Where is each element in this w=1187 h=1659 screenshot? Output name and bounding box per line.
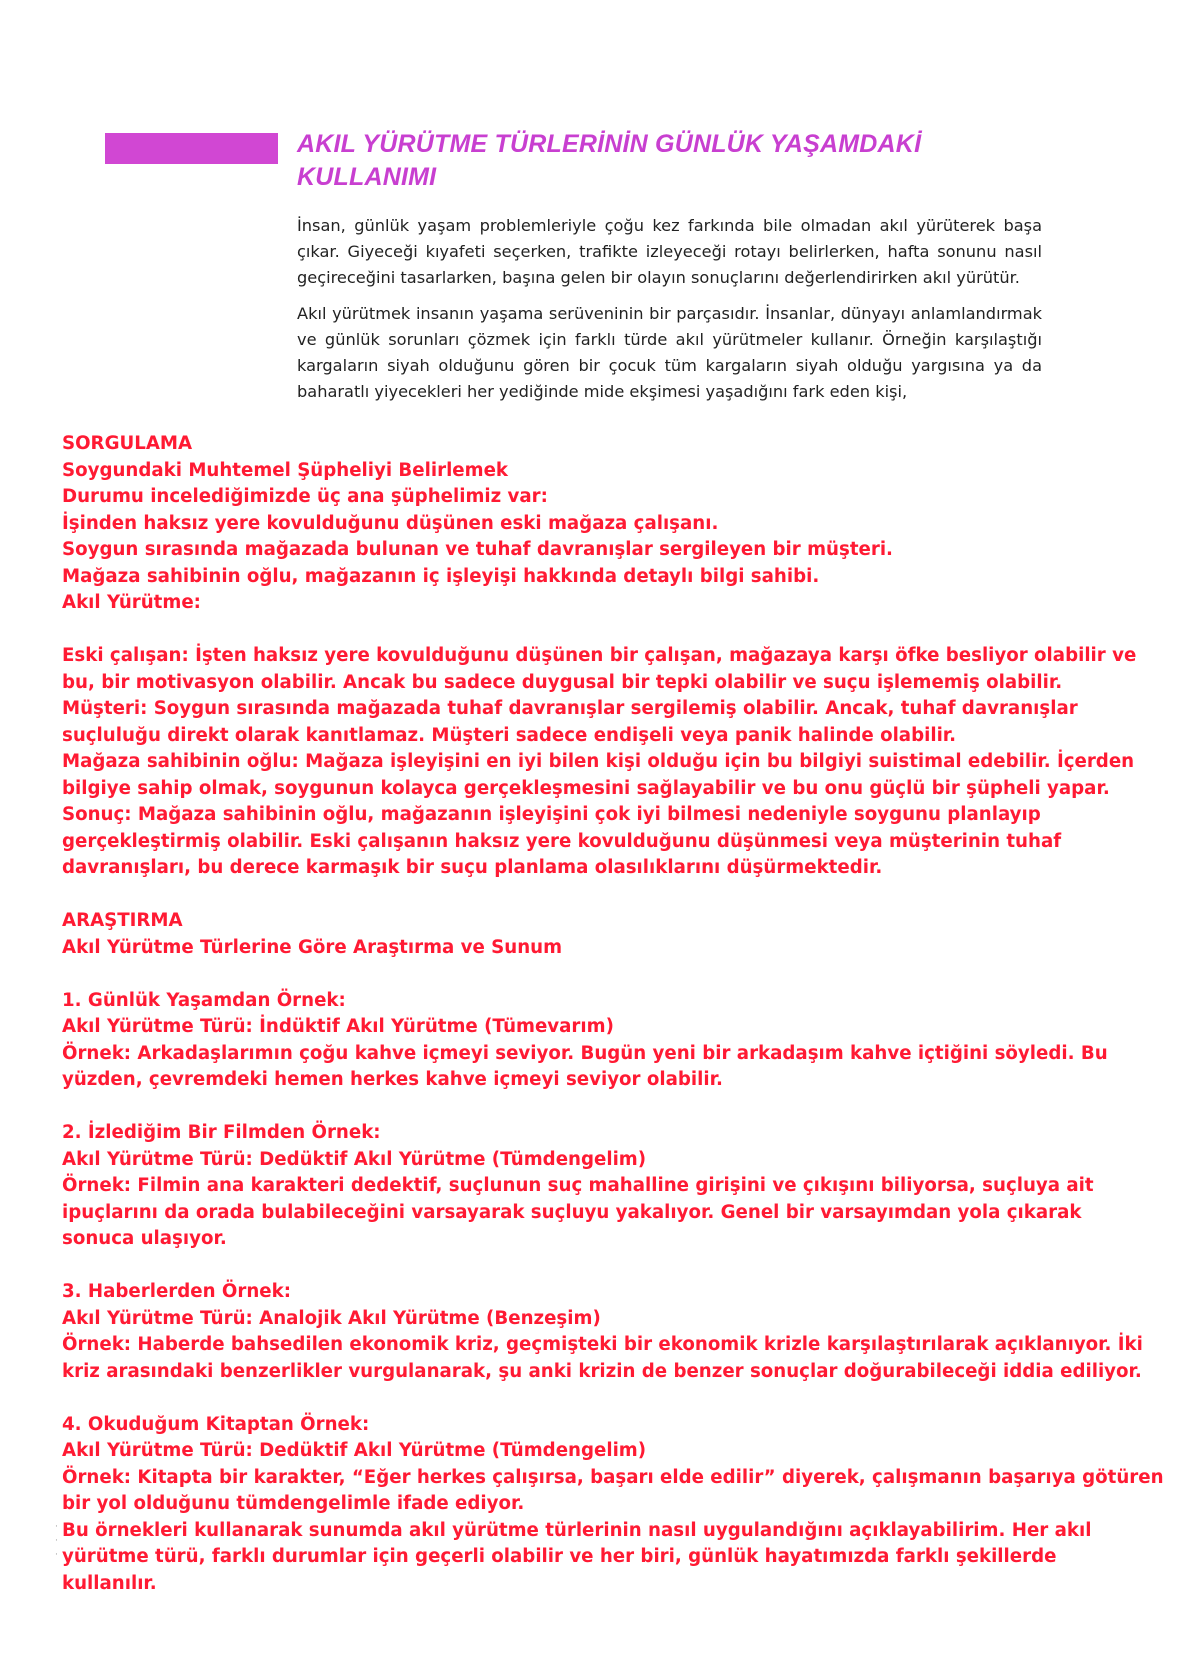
title-line-1: AKIL YÜRÜTME TÜRLERİNİN GÜNLÜK YAŞAMDAKİ <box>297 130 922 158</box>
overlay-line: 2. İzlediğim Bir Filmden Örnek: <box>62 1122 381 1143</box>
overlay-line: 4. Okuduğum Kitaptan Örnek: <box>62 1413 370 1435</box>
overlay-line: Akıl Yürütme Türü: Dedüktif Akıl Yürütme (Tümdengelim) <box>62 1440 647 1461</box>
overlay-line: Örnek: Filmin ana karakteri dedektif, suçlunun suç mahalline girişini ve çıkışını biliyorsa, suçluya ait <box>62 1175 1094 1196</box>
overlay-line: Örnek: Kitapta bir karakter, “Eğer herkes çalışırsa, başarı elde edilir” diyerek, çalışmanın başarıya götüren <box>62 1466 1164 1488</box>
overlay-line: suçluluğu direkt olarak kanıtlamaz. Müşteri sadece endişeli veya panik halinde olabilir. <box>62 724 957 746</box>
overlay-line: Müşteri: Soygun sırasında mağazada tuhaf davranışlar sergilemiş olabilir. Ancak, tuhaf davranışlar <box>62 698 1078 719</box>
overlay-line: SORGULAMA <box>62 433 193 454</box>
overlay-line: Soygundaki Muhtemel Şüpheliyi Belirlemek <box>62 459 509 481</box>
overlay-line: gerçekleştirmiş olabilir. Eski çalışanın haksız yere kovulduğunu düşünmesi veya müşterinin tuhaf <box>62 830 1062 852</box>
blank-line <box>62 1385 1147 1412</box>
margin-marks: · · · <box>55 1522 58 1560</box>
overlay-line: 1. Günlük Yaşamdan Örnek: <box>62 989 346 1011</box>
overlay-line: davranışları, bu derece karmaşık bir suçu planlama olasılıklarını düşürmektedir. <box>62 857 883 878</box>
blank-line <box>62 1094 1147 1121</box>
overlay-line: Akıl Yürütme Türü: Dedüktif Akıl Yürütme (Tümdengelim) <box>62 1148 647 1170</box>
overlay-line: Bu örnekleri kullanarak sunumda akıl yürütme türlerinin nasıl uygulandığını açıklayabilirim. Her akıl <box>62 1519 1092 1541</box>
overlay-line: Sonuç: Mağaza sahibinin oğlu, mağazanın işleyişini çok iyi bilmesi nedeniyle soygunu planlayıp <box>62 804 1041 825</box>
overlay-line: Durumu incelediğimizde üç ana şüphelimiz var: <box>62 486 548 507</box>
overlay-line: kriz arasındaki benzerlikler vurgulanarak, şu anki krizin de benzer sonuçlar doğurabileceği iddia ediliyor. <box>62 1360 1142 1382</box>
overlay-line: ipuçlarını da orada bulabileceğini varsayarak suçluyu yakalıyor. Genel bir varsayımdan yola çıkarak <box>62 1201 1082 1223</box>
overlay-line: 3. Haberlerden Örnek: <box>62 1281 291 1302</box>
overlay-line: Akıl Yürütme Türlerine Göre Araştırma ve Sunum <box>62 936 563 958</box>
blank-line <box>62 617 1147 644</box>
overlay-line: Örnek: Arkadaşlarımın çoğu kahve içmeyi seviyor. Bugün yeni bir arkadaşım kahve içtiğini söyledi. Bu <box>62 1042 1108 1064</box>
book-body-text <box>297 213 1042 431</box>
blank-line <box>62 1253 1147 1280</box>
blank-line <box>62 961 1147 988</box>
overlay-line: Örnek: Haberde bahsedilen ekonomik kriz, geçmişteki bir ekonomik krizle karşılaştırılarak açıklanıyor. İki <box>62 1334 1143 1355</box>
accent-bar <box>105 133 278 164</box>
overlay-line: bilgiye sahip olmak, soygunun kolayca gerçekleşmesini sağlayabilir ve bu onu güçlü bir şüpheli yapar. <box>62 777 1110 799</box>
overlay-line: bu, bir motivasyon olabilir. Ancak bu sadece duygusal bir tepki olabilir ve suçu işlememiş olabilir. <box>62 671 1063 693</box>
blank-line <box>62 882 1147 909</box>
overlay-line: sonuca ulaşıyor. <box>62 1228 227 1249</box>
overlay-line: İşinden haksız yere kovulduğunu düşünen eski mağaza çalışanı. <box>62 512 719 534</box>
overlay-line: Akıl Yürütme Türü: İndüktif Akıl Yürütme (Tümevarım) <box>62 1016 614 1037</box>
overlay-line: kullanılır. <box>62 1572 157 1594</box>
book-paragraph: Akıl yürütmek insanın yaşama serüveninin bir parçasıdır. İnsanlar, dünyayı anlamlandırmak ve günlük sorunları çözmek için farklı türde akıl yürütmeler kullanır. Örneğin karşılaştığı kargaların siyah olduğunu gören bir çocuk tüm kargaların siyah olduğu yargısına ya da baharatlı yiyecekleri her yediğinde mide ekşimesi yaşadığını fark eden kişi, <box>297 304 1042 401</box>
overlay-line: Akıl Yürütme: <box>62 592 201 613</box>
section-title <box>297 128 1057 194</box>
overlay-line: ARAŞTIRMA <box>62 910 183 931</box>
answer-overlay-text <box>62 431 1164 1597</box>
overlay-line: Mağaza sahibinin oğlu: Mağaza işleyişini en iyi bilen kişi olduğu için bu bilgiyi suistimal edebilir. İçerden <box>62 751 1135 772</box>
overlay-line: yürütme türü, farklı durumlar için geçerli olabilir ve her biri, günlük hayatımızda farklı şekillerde <box>62 1546 1057 1567</box>
title-line-2: KULLANIMI <box>297 163 437 191</box>
overlay-line: bir yol olduğunu tümdengelimle ifade ediyor. <box>62 1493 525 1514</box>
overlay-line: Mağaza sahibinin oğlu, mağazanın iç işleyişi hakkında detaylı bilgi sahibi. <box>62 565 820 587</box>
overlay-line: Soygun sırasında mağazada bulunan ve tuhaf davranışlar sergileyen bir müşteri. <box>62 539 893 560</box>
overlay-line: Akıl Yürütme Türü: Analojik Akıl Yürütme (Benzeşim) <box>62 1307 601 1329</box>
book-paragraph: İnsan, günlük yaşam problemleriyle çoğu kez farkında bile olmadan akıl yürüterek başa çıkar. Giyeceği kıyafeti seçerken, trafikte izleyeceği rotayı belirlerken, hafta sonunu nasıl geçireceğini tasarlarken, başına gelen bir olayın sonuçlarını değerlendirirken akıl yürütür. <box>297 216 1042 287</box>
overlay-line: yüzden, çevremdeki hemen herkes kahve içmeyi seviyor olabilir. <box>62 1069 723 1090</box>
overlay-line: Eski çalışan: İşten haksız yere kovulduğunu düşünen bir çalışan, mağazaya karşı öfke besliyor olabilir ve <box>62 645 1137 666</box>
